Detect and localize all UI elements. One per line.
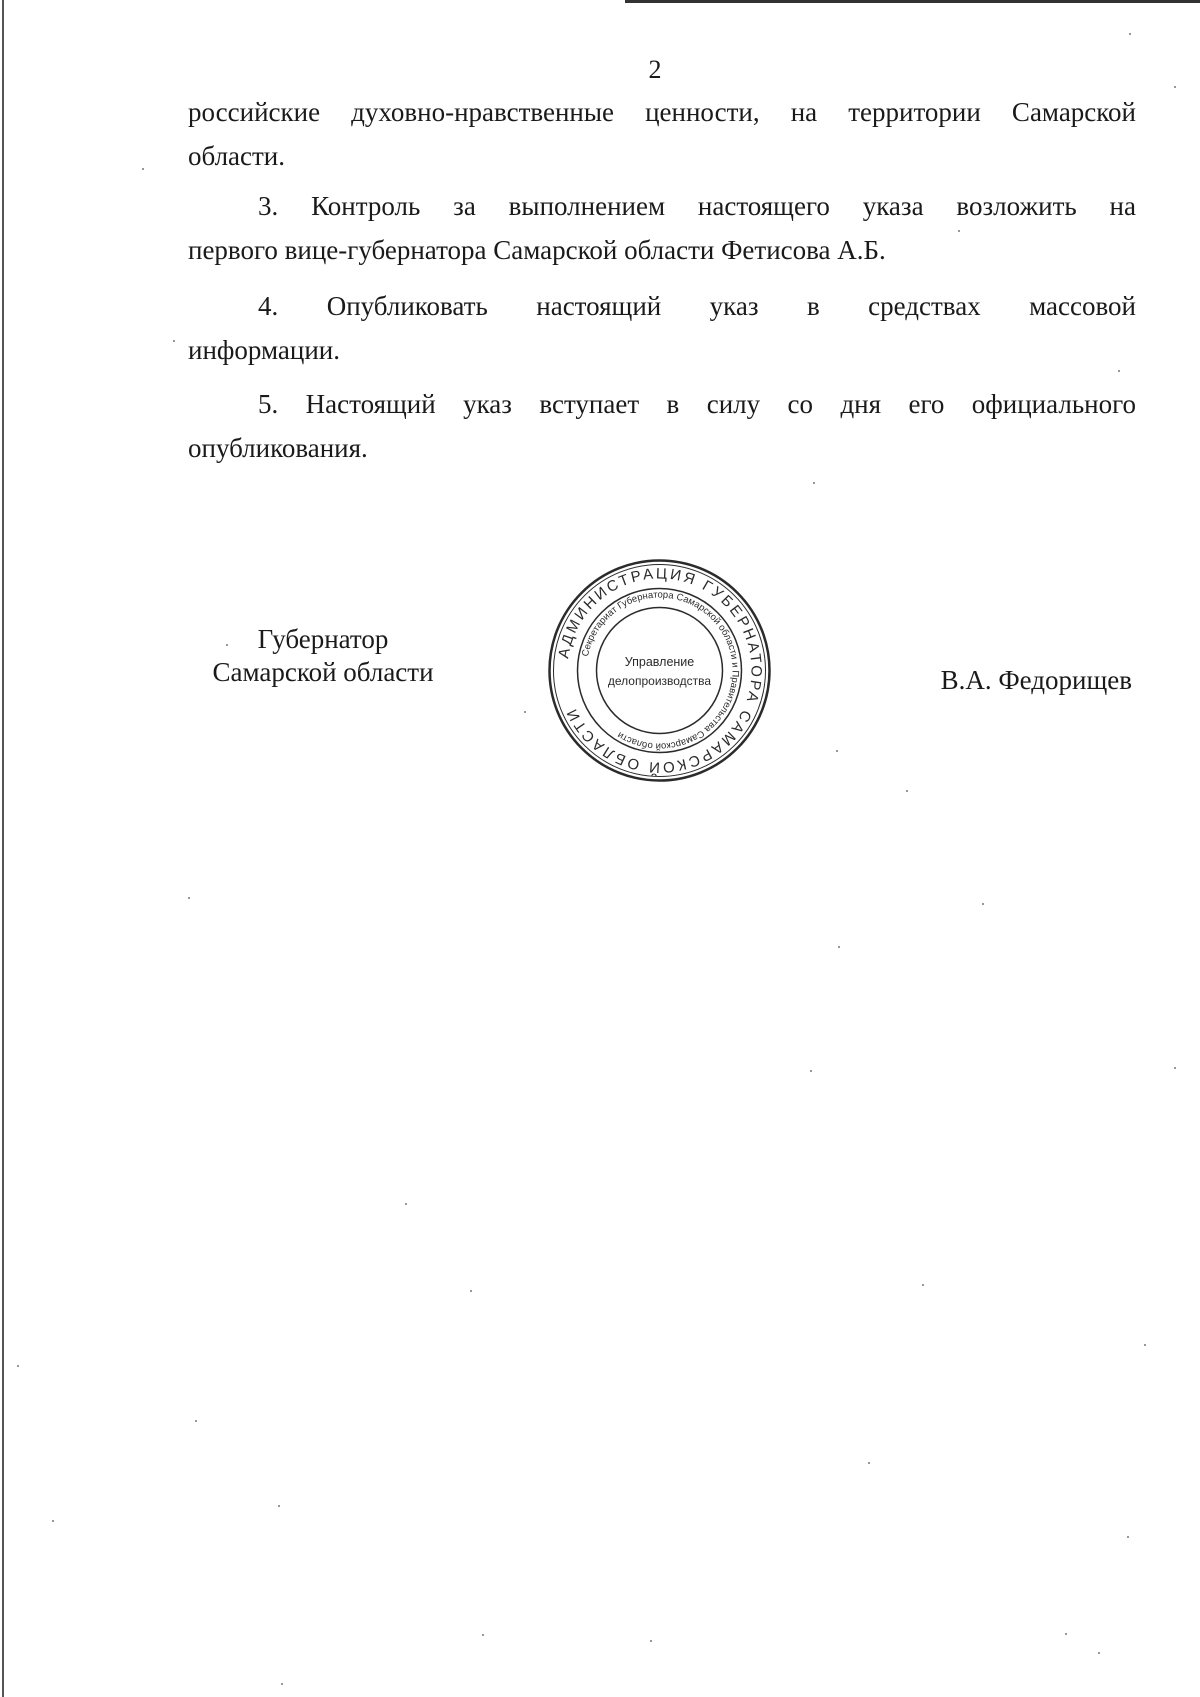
signer-title xyxy=(188,623,458,689)
stamp-center-line: делопроизводства xyxy=(607,674,712,688)
scan-speck xyxy=(813,482,815,484)
stamp-inner-text: Секретариат Губернатора Самарской области и Правительства Самарской области xyxy=(579,589,741,752)
scan-speck xyxy=(922,1284,924,1286)
scan-speck xyxy=(188,897,190,899)
paragraph-5 xyxy=(188,382,1136,470)
scan-speck xyxy=(1098,1652,1100,1654)
paragraph-continuation xyxy=(188,90,1136,178)
scan-speck xyxy=(281,1683,283,1685)
scan-speck xyxy=(17,1365,19,1367)
paragraph-line: области. xyxy=(188,141,286,171)
scan-speck xyxy=(405,1203,407,1205)
stamp-outer-text: АДМИНИСТРАЦИЯ ГУБЕРНАТОРА САМАРСКОЙ ОБЛАСТИ xyxy=(555,565,765,776)
official-stamp xyxy=(547,558,772,783)
scan-speck xyxy=(958,230,960,232)
scan-speck xyxy=(1174,86,1176,88)
paragraph-line: первого вице-губернатора Самарской области Фетисова А.Б. xyxy=(188,235,886,265)
paragraph-line: российские духовно-нравственные ценности, на территории Самарской xyxy=(188,97,1136,127)
scan-speck xyxy=(524,711,526,713)
scan-speck xyxy=(226,644,228,646)
paragraph-3 xyxy=(188,184,1136,272)
signer-title-line: Губернатор xyxy=(257,624,389,654)
scan-speck xyxy=(52,1520,54,1522)
page-number: 2 xyxy=(648,55,662,84)
paragraph-line: информации. xyxy=(188,335,340,365)
scan-speck xyxy=(906,790,908,792)
scan-speck xyxy=(173,340,175,342)
stamp-graphic xyxy=(547,558,772,783)
scan-speck xyxy=(810,1070,812,1072)
scan-speck xyxy=(1144,1344,1146,1346)
signer-name: В.А. Федорищев xyxy=(940,665,1132,695)
scan-speck xyxy=(982,903,984,905)
scan-speck xyxy=(838,946,840,948)
scan-speck xyxy=(1065,1633,1067,1635)
scan-speck xyxy=(1174,1067,1176,1069)
paragraph-line: опубликования. xyxy=(188,433,368,463)
scan-speck xyxy=(142,168,144,170)
scan-speck xyxy=(470,1290,472,1292)
scan-left-edge xyxy=(2,0,4,1697)
scan-speck xyxy=(278,1505,280,1507)
scan-speck xyxy=(1129,33,1131,35)
scan-speck xyxy=(868,1462,870,1464)
scan-speck xyxy=(1118,370,1120,372)
signer-title-line: Самарской области xyxy=(212,657,434,687)
paragraph-line: 3. Контроль за выполнением настоящего указа возложить на xyxy=(258,191,1136,221)
paragraph-line: 5. Настоящий указ вступает в силу со дня его официального xyxy=(258,389,1136,419)
stamp-center-line: Управление xyxy=(624,655,695,669)
scan-speck xyxy=(836,750,838,752)
paragraph-line: 4. Опубликовать настоящий указ в средствах массовой xyxy=(258,291,1136,321)
scan-speck xyxy=(650,1640,652,1642)
scan-speck xyxy=(482,1634,484,1636)
paragraph-4 xyxy=(188,284,1136,372)
scan-top-edge xyxy=(625,0,1200,3)
scan-speck xyxy=(195,1420,197,1422)
scan-speck xyxy=(1127,1536,1129,1538)
